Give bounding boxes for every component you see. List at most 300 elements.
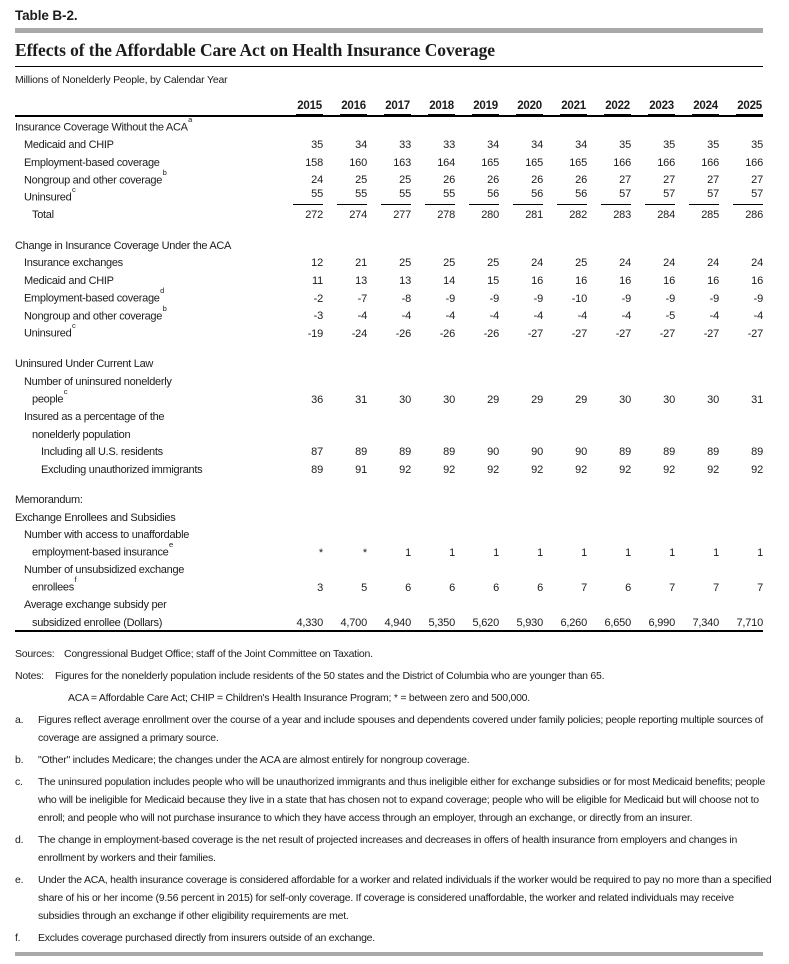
footer-gray-rule (15, 952, 763, 956)
value-cell: -9 (489, 292, 499, 305)
value-cell: -9 (665, 292, 675, 305)
value-cell: 6 (449, 581, 455, 594)
year-label: 2023 (648, 100, 675, 115)
footnote-text: The change in employment-based coverage is the net result of projected increases and decreases in offers of health insurance from employers and changes in enrollment by workers and their families. (38, 833, 738, 864)
row-label: Memorandum: (15, 494, 83, 507)
value-cell (455, 187, 499, 205)
row-label: people$^c$ (32, 386, 68, 406)
page-title: Effects of the Affordable Care Act on Health Insurance Coverage (15, 40, 763, 67)
value-cell (367, 187, 411, 205)
footnote-marker: a (188, 115, 192, 124)
value-cell: 13 (355, 274, 367, 287)
value-cell (719, 187, 763, 205)
value-cell: 92 (487, 463, 499, 476)
table-row (15, 205, 763, 223)
value-cell: 3 (317, 581, 323, 594)
year-label: 2022 (604, 100, 631, 115)
sum-underline-value: 57 (733, 188, 763, 205)
value-cell: 280 (481, 209, 499, 222)
coverage-table-body (15, 116, 763, 631)
value-cell: 25 (355, 174, 367, 187)
value-cell: 29 (487, 393, 499, 406)
value-cell: 7 (669, 581, 675, 594)
footnote-letter: a. (15, 713, 24, 726)
value-cell: 92 (707, 463, 719, 476)
section-row (15, 595, 763, 613)
year-header-row (15, 94, 763, 116)
table-row (15, 612, 763, 631)
value-cell: 6 (493, 581, 499, 594)
value-cell: -4 (621, 310, 631, 323)
value-cell: -9 (709, 292, 719, 305)
year-label: 2019 (472, 100, 499, 115)
value-cell: 24 (707, 257, 719, 270)
value-cell: 1 (449, 546, 455, 559)
value-cell: -27 (703, 327, 719, 340)
row-label: Number with access to unaffordable (24, 529, 190, 542)
value-cell: 6,260 (560, 616, 587, 629)
value-cell: 92 (575, 463, 587, 476)
footnote-letter: d. (15, 833, 24, 846)
value-cell (631, 187, 675, 205)
value-cell: 35 (707, 139, 719, 152)
row-label: Insured as a percentage of the (24, 411, 165, 424)
value-cell: 89 (707, 446, 719, 459)
value-cell: 6,650 (604, 616, 631, 629)
value-cell: 286 (745, 209, 763, 222)
value-cell: 34 (575, 139, 587, 152)
value-cell: 1 (669, 546, 675, 559)
spacer-row (15, 477, 763, 490)
row-label: Including all U.S. residents (41, 446, 163, 459)
spacer-row (15, 341, 763, 354)
value-cell: 11 (311, 274, 323, 287)
value-cell: 5,620 (472, 616, 499, 629)
value-cell: 13 (399, 274, 411, 287)
year-label: 2018 (428, 100, 455, 115)
value-cell: * (362, 546, 367, 559)
value-cell: 25 (399, 257, 411, 270)
value-cell: 16 (575, 274, 587, 287)
value-cell: 35 (751, 139, 763, 152)
year-label: 2020 (516, 100, 543, 115)
row-label: Exchange Enrollees and Subsidies (15, 511, 176, 524)
value-cell: 166 (613, 156, 631, 169)
value-cell: 7 (713, 581, 719, 594)
footnote-marker: c (63, 386, 68, 396)
row-label: employment-based insurance$^e$ (32, 540, 173, 559)
value-cell: 91 (355, 463, 367, 476)
footnote-letter: c. (15, 775, 23, 788)
value-cell: 7,710 (736, 616, 763, 629)
section-row (15, 525, 763, 543)
value-cell: 92 (443, 463, 455, 476)
row-label: Nongroup and other coverage$^b$ (24, 303, 167, 323)
year-column-header (367, 94, 411, 116)
value-cell: 24 (619, 257, 631, 270)
row-label: Change in Insurance Coverage Under the ACA (15, 239, 232, 252)
row-label: Insurance exchanges (24, 257, 123, 270)
value-cell: 24 (311, 174, 323, 187)
value-cell: -27 (571, 327, 587, 340)
value-cell: 1 (625, 546, 631, 559)
value-cell: 7 (757, 581, 763, 594)
value-cell (675, 187, 719, 205)
value-cell: 89 (311, 463, 323, 476)
footnote-text: Excludes coverage purchased directly from insurers outside of an exchange. (38, 931, 375, 944)
value-cell: 6 (625, 581, 631, 594)
value-cell: 31 (355, 393, 367, 406)
value-cell: 92 (751, 463, 763, 476)
row-label: enrollees$^f$ (32, 575, 77, 594)
footnote-letter: b. (15, 753, 24, 766)
value-cell (587, 187, 631, 205)
coverage-table (15, 94, 763, 632)
value-cell: 33 (399, 139, 411, 152)
value-cell: 34 (355, 139, 367, 152)
year-label: 2015 (296, 100, 323, 115)
footnote-marker: c (71, 185, 76, 195)
section-row (15, 407, 763, 425)
value-cell: -4 (753, 310, 763, 323)
sources-label: Sources: (15, 647, 55, 660)
section-row (15, 235, 763, 253)
value-cell: 92 (531, 463, 543, 476)
value-cell: -19 (307, 327, 323, 340)
table-row (15, 442, 763, 460)
spacer-cell (15, 477, 763, 490)
row-label: Number of uninsured nonelderly (24, 375, 172, 388)
footnote-letter: e. (15, 873, 24, 886)
value-cell: 35 (311, 139, 323, 152)
value-cell: 25 (575, 257, 587, 270)
value-cell: 281 (525, 209, 543, 222)
value-cell: 87 (311, 446, 323, 459)
value-cell: -4 (489, 310, 499, 323)
value-cell: 166 (657, 156, 675, 169)
value-cell: 14 (443, 274, 455, 287)
table-row (15, 135, 763, 153)
value-cell: 92 (399, 463, 411, 476)
value-cell: -4 (401, 310, 411, 323)
sum-underline-value: 56 (513, 188, 543, 205)
table-row (15, 152, 763, 170)
value-cell: -2 (313, 292, 323, 305)
value-cell: 165 (525, 156, 543, 169)
table-row (15, 459, 763, 477)
year-column-header (587, 94, 631, 116)
value-cell: 25 (399, 174, 411, 187)
value-cell: -27 (527, 327, 543, 340)
row-label: Insurance Coverage Without the ACA$^a$ (15, 115, 192, 134)
row-label: Excluding unauthorized immigrants (41, 463, 203, 476)
value-cell: 29 (575, 393, 587, 406)
year-column-header (499, 94, 543, 116)
value-cell: 26 (531, 174, 543, 187)
footnote (15, 831, 772, 867)
value-cell: 16 (751, 274, 763, 287)
value-cell (411, 187, 455, 205)
section-row (15, 560, 763, 578)
year-column-header (719, 94, 763, 116)
notes-label: Notes: (15, 669, 44, 682)
year-column-header (411, 94, 455, 116)
sum-underline-value: 55 (293, 188, 323, 205)
section-row (15, 490, 763, 508)
spacer-cell (15, 341, 763, 354)
table-row (15, 270, 763, 288)
row-label: Uninsured$^c$ (24, 185, 76, 204)
value-cell: 16 (619, 274, 631, 287)
section-row (15, 116, 763, 135)
row-label: subsidized enrollee (Dollars) (32, 616, 163, 629)
sum-underline-value: 56 (469, 188, 499, 205)
section-row (15, 507, 763, 525)
value-cell: 15 (487, 274, 499, 287)
value-cell: 7,340 (692, 616, 719, 629)
value-cell: 36 (311, 393, 323, 406)
value-cell: -4 (533, 310, 543, 323)
footnote-text: Figures reflect average enrollment over the course of a year and include spouses and dependents covered under family policies; people reporting multiple sources of coverage are assigned a primary source. (38, 713, 764, 744)
value-cell: 1 (757, 546, 763, 559)
year-label: 2025 (736, 100, 763, 115)
value-cell: -26 (483, 327, 499, 340)
value-cell: 7 (581, 581, 587, 594)
value-cell: -3 (313, 310, 323, 323)
value-cell: 4,330 (296, 616, 323, 629)
value-cell: -26 (439, 327, 455, 340)
table-row (15, 323, 763, 341)
footnote (15, 929, 772, 947)
row-label: Uninsured$^c$ (24, 321, 76, 340)
abbreviations-line: ACA = Affordable Care Act; CHIP = Children's Health Insurance Program; * = between zero and 500,000. (68, 691, 530, 704)
value-cell: 89 (355, 446, 367, 459)
value-cell: 1 (405, 546, 411, 559)
footnotes-list (15, 711, 772, 947)
value-cell: 277 (393, 209, 411, 222)
value-cell (543, 187, 587, 205)
value-cell: 166 (745, 156, 763, 169)
value-cell: 29 (531, 393, 543, 406)
value-cell: 16 (531, 274, 543, 287)
value-cell: -4 (445, 310, 455, 323)
section-row (15, 371, 763, 389)
year-label: 2021 (560, 100, 587, 115)
value-cell: 89 (663, 446, 675, 459)
footnote-text: The uninsured population includes people who will be unauthorized immigrants and thus ineligible either for exchange subsidies or for most Medicaid benefits; people who will be ineligible for Medicaid because they live in a state that has chosen not to expand coverage; people who will be eligible for Medicaid but will choose not to enroll; and people who will not purchase insurance to which they have access through an employer, through an exchange, or directly from an insurer. (38, 775, 766, 824)
row-label: Uninsured Under Current Law (15, 358, 154, 371)
value-cell: 24 (663, 257, 675, 270)
value-cell: -4 (709, 310, 719, 323)
value-cell: -8 (401, 292, 411, 305)
footnote-marker: b (162, 303, 167, 313)
value-cell: * (318, 546, 323, 559)
value-cell: 1 (493, 546, 499, 559)
footnote-letter: f. (15, 931, 21, 944)
value-cell: 27 (751, 174, 763, 187)
sum-underline-value: 56 (557, 188, 587, 205)
value-cell: -24 (351, 327, 367, 340)
value-cell: 160 (349, 156, 367, 169)
value-cell: -27 (747, 327, 763, 340)
value-cell: 165 (481, 156, 499, 169)
row-label: Nongroup and other coverage$^b$ (24, 167, 167, 187)
value-cell: 33 (443, 139, 455, 152)
section-row (15, 354, 763, 372)
value-cell: 274 (349, 209, 367, 222)
table-row (15, 389, 763, 407)
footnote-marker: e (169, 540, 173, 550)
value-cell: 283 (613, 209, 631, 222)
table-row (15, 253, 763, 271)
value-cell (323, 187, 367, 205)
value-cell: 92 (619, 463, 631, 476)
footnote-text: "Other" includes Medicare; the changes under the ACA are almost entirely for nongroup coverage. (38, 753, 470, 766)
table-row (15, 170, 763, 188)
value-cell: -5 (665, 310, 675, 323)
notes-text: Figures for the nonelderly population include residents of the 50 states and the District of Columbia who are younger than 65. (55, 669, 605, 682)
value-cell: 34 (487, 139, 499, 152)
value-cell: 21 (355, 257, 367, 270)
table-subtitle: Millions of Nonelderly People, by Calendar Year (15, 74, 228, 86)
value-cell: 282 (569, 209, 587, 222)
sum-underline-value: 57 (601, 188, 631, 205)
value-cell: 164 (437, 156, 455, 169)
value-cell: 166 (701, 156, 719, 169)
value-cell: 90 (487, 446, 499, 459)
row-label: Medicaid and CHIP (24, 139, 114, 152)
value-cell: -26 (395, 327, 411, 340)
notes-line (15, 667, 772, 685)
value-cell: 272 (305, 209, 323, 222)
value-cell: 158 (305, 156, 323, 169)
row-label: Average exchange subsidy per (24, 599, 167, 612)
value-cell: 89 (619, 446, 631, 459)
value-cell: 92 (663, 463, 675, 476)
value-cell: 165 (569, 156, 587, 169)
footnote-marker: f (74, 575, 77, 585)
table-row (15, 542, 763, 560)
value-cell: -7 (357, 292, 367, 305)
row-label: nonelderly population (32, 428, 131, 441)
value-cell: 27 (619, 174, 631, 187)
row-label: Employment-based coverage$^d$ (24, 285, 164, 305)
value-cell: 26 (487, 174, 499, 187)
value-cell: 1 (713, 546, 719, 559)
year-column-header (323, 94, 367, 116)
year-column-header (543, 94, 587, 116)
footnote-marker: b (162, 167, 167, 177)
table-row (15, 288, 763, 306)
value-cell (499, 187, 543, 205)
value-cell: 27 (663, 174, 675, 187)
value-cell: -9 (533, 292, 543, 305)
sum-underline-value: 57 (689, 188, 719, 205)
footnote (15, 773, 772, 827)
value-cell: 27 (707, 174, 719, 187)
value-cell: 278 (437, 209, 455, 222)
row-label: Number of unsubsidized exchange (24, 564, 185, 577)
spacer-cell (15, 222, 763, 235)
value-cell: 285 (701, 209, 719, 222)
section-row (15, 424, 763, 442)
table-row (15, 306, 763, 324)
value-cell: 5,350 (428, 616, 455, 629)
row-label: Medicaid and CHIP (24, 274, 114, 287)
footnote (15, 711, 772, 747)
year-label: 2016 (340, 100, 367, 115)
sum-underline-value: 55 (337, 188, 367, 205)
value-cell: 30 (443, 393, 455, 406)
value-cell: 12 (311, 257, 323, 270)
value-cell: 163 (393, 156, 411, 169)
footnote-marker: c (71, 321, 76, 331)
value-cell: -10 (571, 292, 587, 305)
footnote (15, 751, 772, 769)
value-cell: 89 (399, 446, 411, 459)
value-cell: 89 (443, 446, 455, 459)
value-cell (279, 187, 323, 205)
value-cell: 30 (663, 393, 675, 406)
label-column-header (15, 94, 279, 116)
value-cell: 5 (361, 581, 367, 594)
value-cell: 6,990 (648, 616, 675, 629)
sources-text: Congressional Budget Office; staff of the Joint Committee on Taxation. (64, 647, 373, 660)
value-cell: 89 (751, 446, 763, 459)
value-cell: 24 (751, 257, 763, 270)
value-cell: 6 (405, 581, 411, 594)
value-cell: 30 (399, 393, 411, 406)
year-label: 2024 (692, 100, 719, 115)
value-cell: 30 (707, 393, 719, 406)
value-cell: -27 (615, 327, 631, 340)
value-cell: 16 (707, 274, 719, 287)
value-cell: 35 (619, 139, 631, 152)
value-cell: 31 (751, 393, 763, 406)
value-cell: 24 (531, 257, 543, 270)
year-column-header (675, 94, 719, 116)
value-cell: 25 (487, 257, 499, 270)
row-label: Total (32, 209, 54, 222)
table-number-label: Table B-2. (15, 8, 78, 23)
value-cell: 26 (443, 174, 455, 187)
value-cell: 34 (531, 139, 543, 152)
value-cell: 4,940 (384, 616, 411, 629)
value-cell: 5,930 (516, 616, 543, 629)
value-cell: -9 (445, 292, 455, 305)
sum-underline-value: 55 (381, 188, 411, 205)
value-cell: -27 (659, 327, 675, 340)
value-cell: 6 (537, 581, 543, 594)
value-cell: 30 (619, 393, 631, 406)
value-cell: -9 (753, 292, 763, 305)
row-label: Employment-based coverage (24, 156, 160, 169)
header-gray-rule (15, 28, 763, 33)
year-column-header (631, 94, 675, 116)
footnote (15, 871, 772, 925)
value-cell: 25 (443, 257, 455, 270)
value-cell: 1 (581, 546, 587, 559)
spacer-row (15, 222, 763, 235)
value-cell: 16 (663, 274, 675, 287)
notes-section (15, 645, 772, 947)
year-label: 2017 (384, 100, 411, 115)
value-cell: 90 (575, 446, 587, 459)
value-cell: 4,700 (340, 616, 367, 629)
footnote-text: Under the ACA, health insurance coverage is considered affordable for a worker and related individuals if the worker would be required to pay no more than a specified share of his or her income (9.56 percent in 2015) for self-only coverage. If coverage is considered unaffordable, the worker and related individuals may receive subsidies through an exchange if other eligibility requirements are met. (38, 873, 772, 922)
value-cell: 284 (657, 209, 675, 222)
value-cell: 1 (537, 546, 543, 559)
